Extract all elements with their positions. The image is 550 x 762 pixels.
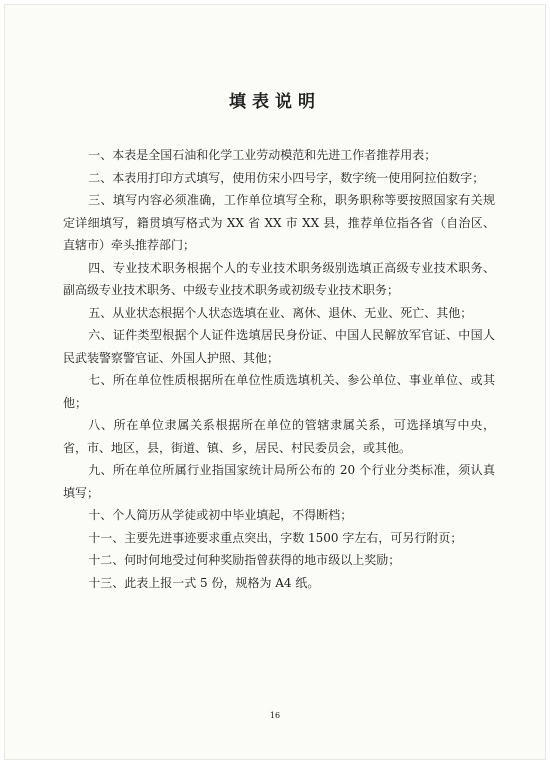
instruction-item-11: 十一、主要先进事迹要求重点突出，字数 1500 字左右，可另行附页；: [88, 530, 463, 545]
page-number: 16: [269, 711, 281, 720]
page-title: 填表说明: [229, 92, 321, 112]
instruction-item-5: 五、从业状态根据个人状态选填在业、离休、退休、无业、死亡、其他；: [88, 305, 473, 320]
instruction-item-1: 一、本表是全国石油和化学工业劳动模范和先进工作者推荐用表；: [88, 148, 437, 162]
instruction-item-2: 二、本表用打印方式填写，使用仿宋小四号字，数字统一使用阿拉伯数字；: [88, 170, 485, 185]
instruction-item-7: 七、所在单位性质根据所在单位性质选填机关、参公单位、事业单位、或其他；: [63, 373, 495, 410]
instruction-item-3: 三、填写内容必须准确，工作单位填写全称，职务职称等要按照国家有关规定详细填写，籍贯填写格式为 XX 省 XX 市 XX 县，推荐单位指各省（自治区、直辖市）牵头推荐部门；: [63, 193, 495, 252]
instruction-item-4: 四、专业技术职务根据个人的专业技术职务级别选填正高级专业技术职务、副高级专业技术职务、中级专业技术职务或初级专业技术职务；: [63, 260, 495, 297]
instructions-body: [63, 144, 495, 594]
instruction-item-13: 十三、此表上报一式 5 份，规格为 A4 纸。: [88, 575, 320, 590]
instruction-item-6: 六、证件类型根据个人证件选填居民身份证、中国人民解放军官证、中国人民武装警察警官证、外国人护照、其他；: [63, 328, 495, 365]
instruction-item-8: 八、所在单位隶属关系根据所在单位的管辖隶属关系，可选择填写中央，省，市、地区，县，街道、镇、乡，居民、村民委员会，或其他。: [63, 418, 495, 455]
instruction-item-12: 十二、何时何地受过何种奖励指曾获得的地市级以上奖励；: [88, 553, 401, 567]
instruction-item-9: 九、所在单位所属行业指国家统计局所公布的 20 个行业分类标准，须认真填写；: [63, 463, 495, 500]
document-page: [4, 4, 546, 760]
instruction-item-10: 十、个人简历从学徒或初中毕业填起，不得断档；: [88, 508, 353, 522]
